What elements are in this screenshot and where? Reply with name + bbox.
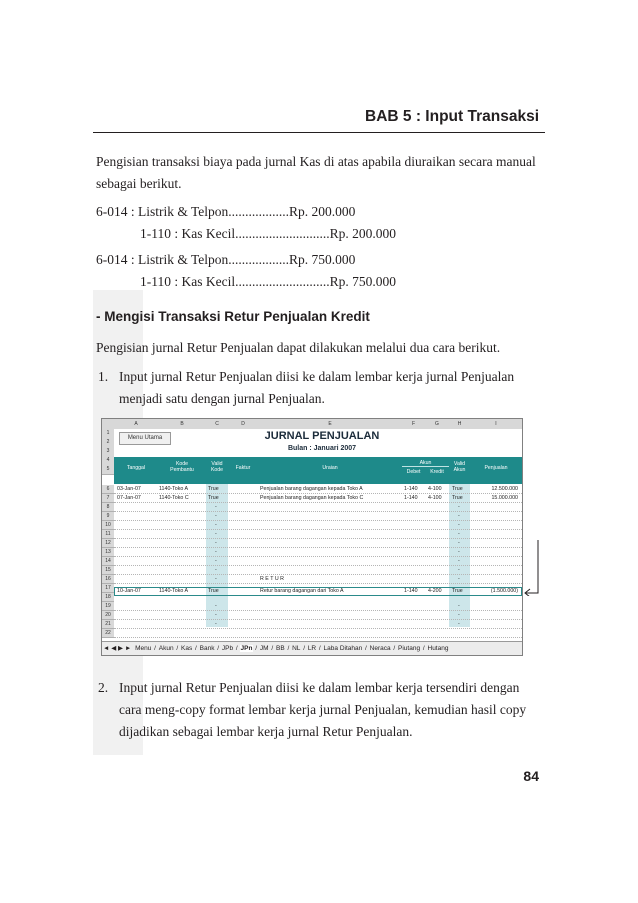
- row-header: 7: [102, 494, 114, 503]
- tab-akun[interactable]: Akun: [158, 645, 174, 652]
- row-header: 14: [102, 557, 114, 566]
- tab-kas[interactable]: Kas: [181, 645, 193, 652]
- row-header: 20: [102, 611, 114, 620]
- col-header: A: [114, 419, 159, 429]
- col-header: G: [425, 419, 450, 429]
- row-header: 9: [102, 512, 114, 521]
- row-header: 1: [102, 429, 114, 439]
- sheet-subtitle: Bulan : Januari 2007: [287, 445, 357, 452]
- entry-line: 1-110 : Kas Kecil............................Rp. 750.000: [140, 274, 396, 289]
- th-valid-kode: Valid Kode: [210, 461, 224, 473]
- row-header: 13: [102, 548, 114, 557]
- th-tanggal: Tanggal: [126, 465, 146, 471]
- col-header: I: [470, 419, 523, 429]
- table-cell: Retur barang dagangan dari Toko A: [260, 588, 344, 594]
- row-header: 2: [102, 438, 114, 448]
- table-cell: 03-Jan-07: [117, 486, 141, 492]
- header-rule: [93, 132, 545, 133]
- tab-laba-ditahan[interactable]: Laba Ditahan: [323, 645, 363, 652]
- tab-bb[interactable]: BB: [275, 645, 285, 652]
- tab-jpb[interactable]: JPb: [221, 645, 234, 652]
- row-header: 6: [102, 485, 114, 494]
- table-cell: -: [215, 576, 217, 582]
- table-cell: 12.500.000: [491, 486, 518, 492]
- page-number: 84: [523, 768, 539, 784]
- menu-utama-button[interactable]: Menu Utama: [119, 432, 171, 445]
- tab-piutang[interactable]: Piutang: [398, 645, 421, 652]
- th-uraian: Uraian: [322, 465, 338, 471]
- list-item-2: [98, 677, 544, 743]
- sheet-title: JURNAL PENJUALAN: [264, 430, 380, 442]
- th-kode: Kode Pembantu: [170, 461, 194, 473]
- tab-bank[interactable]: Bank: [199, 645, 215, 652]
- th-kredit: Kredit: [430, 469, 444, 475]
- th-faktur: Faktur: [235, 465, 251, 471]
- row-header: 12: [102, 539, 114, 548]
- tab-menu[interactable]: Menu: [135, 645, 152, 652]
- row-header: 21: [102, 620, 114, 629]
- table-cell: -: [458, 576, 460, 582]
- table-cell: True: [452, 588, 463, 594]
- entry-line: 6-014 : Listrik & Telpon..................Rp. 200.000: [96, 204, 356, 219]
- th-akun: Akun: [402, 460, 449, 467]
- table-cell: 4-100: [428, 486, 442, 492]
- list-text: Input jurnal Retur Penjualan diisi ke dalam lembar kerja jurnal Penjualan menjadi satu dengan jurnal Penjualan.: [119, 369, 515, 406]
- row-header: 18: [102, 593, 114, 602]
- pointer-arrow-icon: [522, 540, 542, 596]
- tab-jm[interactable]: JM: [259, 645, 269, 652]
- table-cell: (1.500.000): [490, 588, 518, 594]
- table-cell: 1-140: [404, 495, 418, 501]
- section-intro: Pengisian jurnal Retur Penjualan dapat dilakukan melalui dua cara berikut.: [96, 340, 501, 355]
- entry-line: 6-014 : Listrik & Telpon..................Rp. 750.000: [96, 252, 356, 267]
- table-cell: 4-200: [428, 588, 442, 594]
- row-header: 3: [102, 447, 114, 457]
- row-header: 5: [102, 465, 114, 475]
- table-cell: True: [208, 588, 219, 594]
- tab-nav-arrows[interactable]: ◄ ◀ ▶ ►: [103, 645, 132, 652]
- table-cell: True: [208, 495, 219, 501]
- table-cell: 07-Jan-07: [117, 495, 141, 501]
- table-cell: R E T U R: [260, 576, 284, 582]
- list-text: Input jurnal Retur Penjualan diisi ke dalam lembar kerja tersendiri dengan cara meng-copy format lembar kerja jurnal Penjualan, kemudian hasil copy dijadikan sebagai lembar kerja jurnal Retur Penjualan.: [119, 680, 527, 739]
- spreadsheet-jurnal-penjualan: A B C D E F G H I Menu Utama JURNAL PENJUALAN Bulan : Januari 2007 Tanggal Kode Pembantu Valid Kode Faktur Uraian Akun Debet Kredit Valid Akun Penjualan 1 2 3 4 5 6 7 8 9 10 11 12 13 14 15 16 17 18 19 20 21 22 03-Jan-07 1140-Toko A True Penjualan barang dagangan kepada Toko A 1-140 4-100 True 12.500.000 07-Jan-07 1140-Toko C True Penjualan barang dagangan kepada Toko C 1-140 4-100 True 15.000.000 - - - - - - - - - - - - - - - - - R E T U R - 10-Jan-07 1140-Toko A True Retur barang dagangan dari Toko A 1-140 4-200 True (1.500.000) - - - - - - ◄ ◀ ▶ ► Menu / Akun / Kas / Bank / JPb / JPn / JM / BB / NL / LR / Laba Ditahan / Neraca / Piutang / Hutang: [101, 418, 523, 656]
- row-header: 17: [102, 584, 114, 593]
- row-header: 16: [102, 575, 114, 584]
- table-cell: True: [208, 486, 219, 492]
- row-header: 11: [102, 530, 114, 539]
- col-header: F: [402, 419, 426, 429]
- col-header: E: [258, 419, 403, 429]
- tab-neraca[interactable]: Neraca: [369, 645, 391, 652]
- table-cell: 1-140: [404, 588, 418, 594]
- section-heading: - Mengisi Transaksi Retur Penjualan Kredit: [96, 309, 370, 324]
- row-header: 10: [102, 521, 114, 530]
- chapter-title: BAB 5 : Input Transaksi: [365, 108, 539, 125]
- table-cell: True: [452, 495, 463, 501]
- col-header: D: [228, 419, 259, 429]
- row-header: 8: [102, 503, 114, 512]
- table-cell: Penjualan barang dagangan kepada Toko A: [260, 486, 363, 492]
- tab-lr[interactable]: LR: [307, 645, 317, 652]
- table-cell: 1140-Toko A: [159, 588, 189, 594]
- row-header: 22: [102, 629, 114, 638]
- th-valid-akun: Valid Akun: [453, 461, 466, 473]
- tab-hutang[interactable]: Hutang: [427, 645, 449, 652]
- th-penjualan: Penjualan: [484, 465, 508, 471]
- tab-nl[interactable]: NL: [292, 645, 301, 652]
- table-cell: True: [452, 486, 463, 492]
- sheet-tab-bar: ◄ ◀ ▶ ► Menu / Akun / Kas / Bank / JPb / JPn / JM / BB / NL / LR / Laba Ditahan / Neraca / Piutang / Hutang: [102, 641, 522, 655]
- row-header: 15: [102, 566, 114, 575]
- table-cell: 1-140: [404, 486, 418, 492]
- tab-jpn[interactable]: JPn: [240, 645, 253, 652]
- table-cell: 15.000.000: [491, 495, 518, 501]
- entry-line: 1-110 : Kas Kecil............................Rp. 200.000: [140, 226, 396, 241]
- list-item-1: [98, 366, 544, 410]
- col-header: H: [449, 419, 471, 429]
- col-header: B: [158, 419, 207, 429]
- col-header: C: [206, 419, 229, 429]
- table-cell: 10-Jan-07: [117, 588, 141, 594]
- table-cell: Penjualan barang dagangan kepada Toko C: [260, 495, 364, 501]
- table-cell: 4-100: [428, 495, 442, 501]
- row-header: 4: [102, 456, 114, 466]
- list-number: 2.: [98, 680, 109, 695]
- th-debet: Debet: [406, 469, 421, 475]
- list-number: 1.: [98, 369, 109, 384]
- row-header: 19: [102, 602, 114, 611]
- table-cell: 1140-Toko C: [159, 495, 189, 501]
- intro-paragraph: Pengisian transaksi biaya pada jurnal Kas di atas apabila diuraikan secara manual sebagai berikut.: [96, 154, 536, 191]
- table-cell: 1140-Toko A: [159, 486, 189, 492]
